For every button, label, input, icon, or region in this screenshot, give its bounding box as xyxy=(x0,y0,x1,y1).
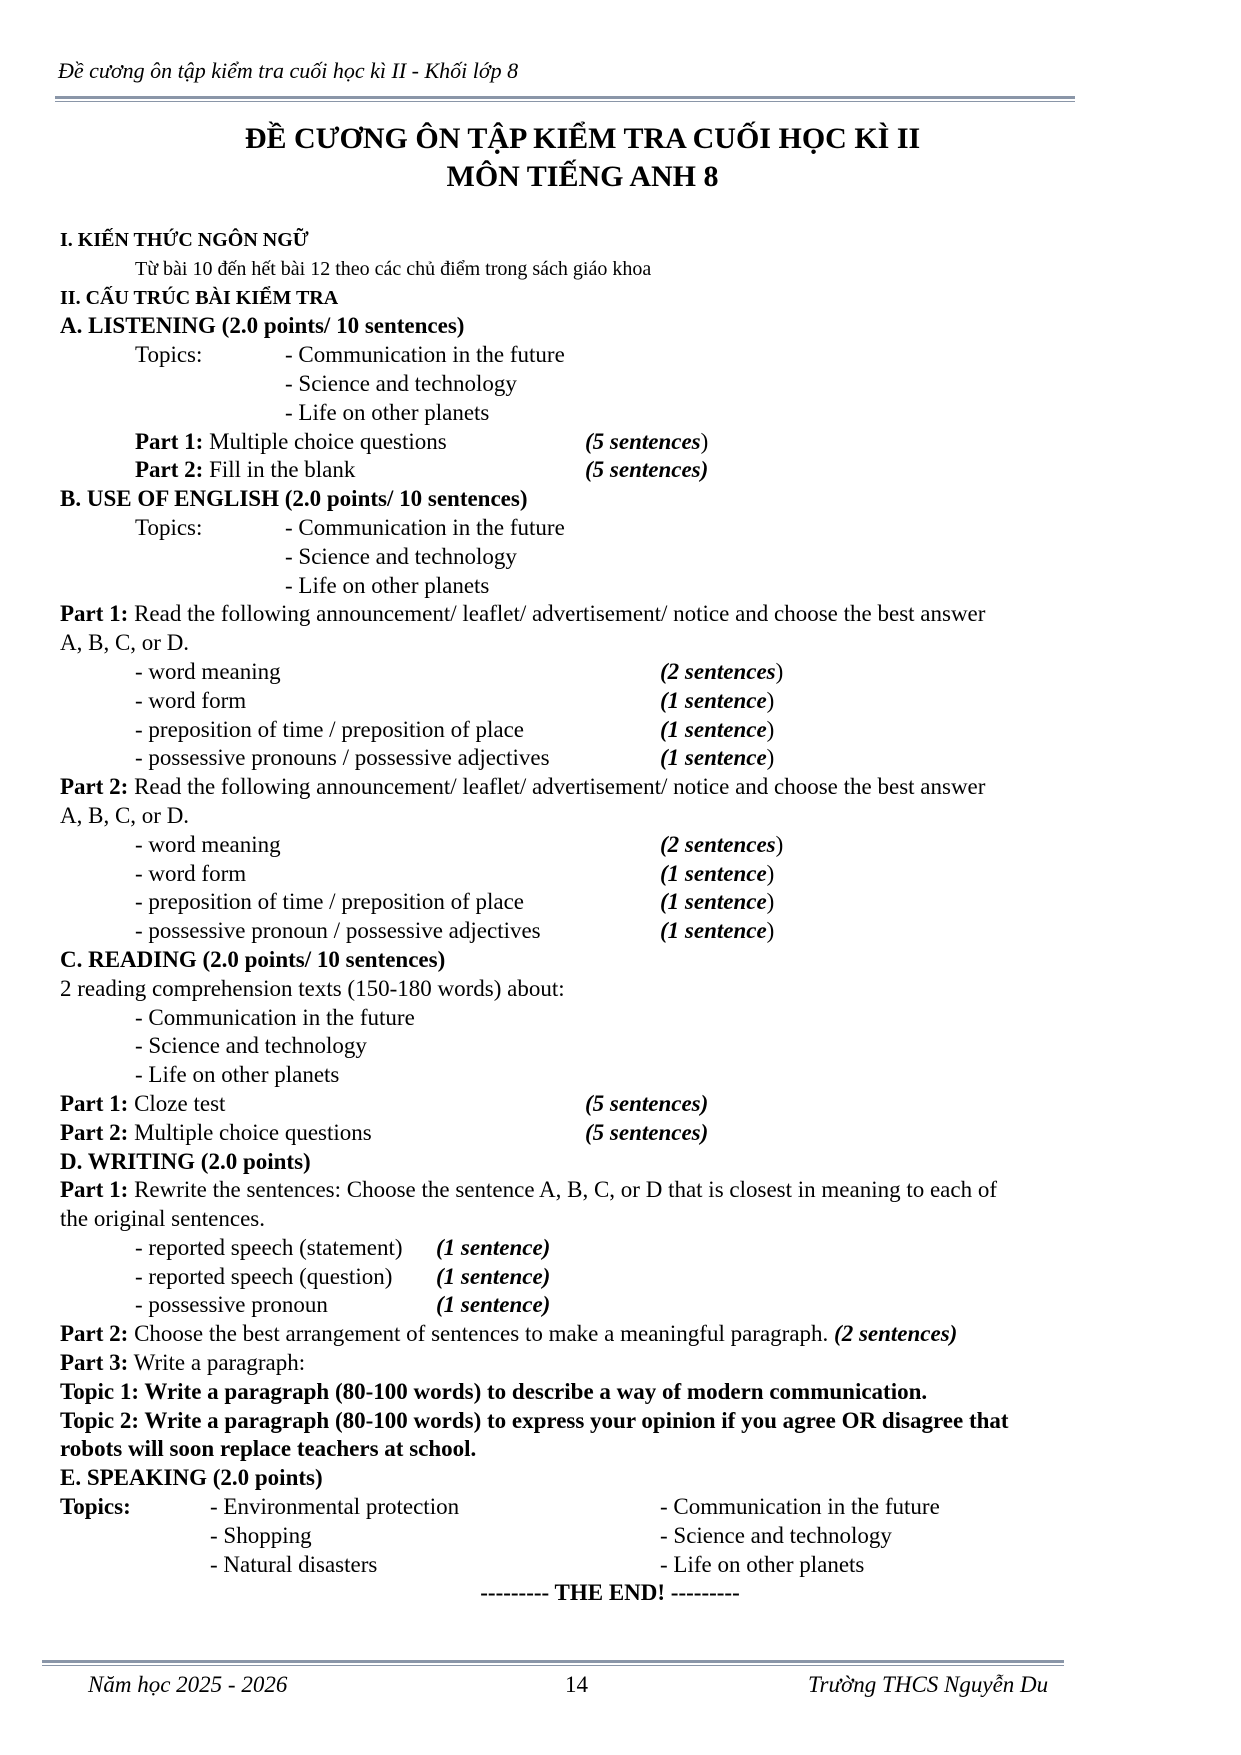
header-rule xyxy=(55,96,1075,99)
the-end-text: --------- THE END! --------- xyxy=(480,1580,740,1606)
content: I. KIẾN THỨC NGÔN NGỮ Từ bài 10 đến hết bài 12 theo các chủ điểm trong sách giáo khoa II. CẤU TRÚC BÀI KIỂM TRA A. LISTENING (2.0 points/ 10 sentences) Topics: - Communication in the future - Science and technology - Life on other planets Part 1: Multiple choice questions (5 sentences) Part 2: Fill in the blank (5 sentences) B. USE OF ENGLISH (2.0 points/ 10 sentences) Topics: - Communication in the future - Science and technology - Life on other planets Part 1: Read the following announcement/ leaflet/ advertisement/ notice and choose the best answer A, B, C, or D. - word meaning (2 sentences) - word form (1 sentence) - preposition of time / preposition of place (1 sentence) - possessive pronouns / possessive adjectives (1 sentence) Part 2: Read the following announcement/ leaflet/ advertisement/ notice and choose the best answer A, B, C, or D. - word meaning (2 sentences) - word form (1 sentence) - preposition of time / preposition of place (1 sentence) - possessive pronoun / possessive adjectives (1 sentence) C. READING (2.0 points/ 10 sentences) 2 reading comprehension texts (150-180 words) about: - Communication in the future - Science and technology - Life on other planets Part 1: Cloze test (5 sentences) Part 2: Multiple choice questions (5 sentences) D. WRITING (2.0 points) Part 1: Rewrite the sentences: Choose the sentence A, B, C, or D that is closest in meaning to each of the original sentences. - reported speech (statement) (1 sentence) - reported speech (question) (1 sentence) - possessive pronoun (1 sentence) Part 2: Choose the best arrangement of sentences to make a meaningful paragraph. (2 sentences) Part 3: Write a paragraph: Topic 1: Write a paragraph (80-100 words) to describe a way of modern communication. Topic 2: Write a paragraph (80-100 words) to express your opinion if you agree OR disagree that robots will soon replace teachers at school. E. SPEAKING (2.0 points) Topics: - Environmental protection - Communication in the future - Shopping - Science and technology - Natural disasters - Life on other planets --------- THE END! --------- xyxy=(60,226,1120,1608)
sentence-count: (1 sentence xyxy=(660,860,767,886)
sentence-count: (2 sentences) xyxy=(834,1321,958,1347)
writing-topic-2-cont: robots will soon replace teachers at school. xyxy=(60,1436,477,1462)
topic-item: - Life on other planets xyxy=(285,399,490,425)
topic-item: - Communication in the future xyxy=(285,342,565,368)
page-title-line2: MÔN TIẾNG ANH 8 xyxy=(446,160,719,193)
part-text: Fill in the blank xyxy=(209,457,356,483)
topic-item: - Science and technology xyxy=(135,1033,367,1059)
topic-item: - Science and technology xyxy=(660,1522,892,1548)
sentence-count: (1 sentence) xyxy=(436,1234,551,1260)
part-text: Read the following announcement/ leaflet/ advertisement/ notice and choose the best answer xyxy=(134,601,986,627)
topic-item: - Environmental protection xyxy=(210,1494,460,1520)
part-text: Choose the best arrangement of sentences to make a meaningful paragraph. xyxy=(134,1321,829,1347)
part-text: Multiple choice questions xyxy=(209,428,447,454)
footer-year: Năm học 2025 - 2026 xyxy=(88,1672,288,1697)
part-label: Part 2: xyxy=(60,774,129,800)
topic-item: - Shopping xyxy=(210,1522,312,1548)
item-label: - word form xyxy=(135,860,247,886)
part-text: Multiple choice questions xyxy=(134,1119,372,1145)
footer-school: Trường THCS Nguyễn Du xyxy=(808,1672,1049,1697)
item-label: - possessive pronoun xyxy=(135,1292,328,1318)
part-label: Part 3: xyxy=(60,1350,129,1376)
topic-item: - Communication in the future xyxy=(660,1494,940,1520)
part-text: Cloze test xyxy=(134,1090,226,1116)
topic-item: - Natural disasters xyxy=(210,1551,378,1577)
part-label: Part 2: xyxy=(135,457,204,483)
part-text: Read the following announcement/ leaflet/ advertisement/ notice and choose the best answer xyxy=(134,774,986,800)
section-heading: II. CẤU TRÚC BÀI KIỂM TRA xyxy=(60,286,339,309)
item-label: - reported speech (question) xyxy=(135,1263,393,1289)
sentence-count: (5 sentences) xyxy=(585,1090,709,1116)
sentence-count: (5 sentences xyxy=(585,428,701,454)
item-label: - possessive pronoun / possessive adjectives xyxy=(135,918,541,944)
speaking-heading: E. SPEAKING (2.0 points) xyxy=(60,1465,323,1491)
reading-heading: C. READING (2.0 points/ 10 sentences) xyxy=(60,946,446,972)
reading-intro: 2 reading comprehension texts (150-180 words) about: xyxy=(60,975,565,1001)
item-label: - word meaning xyxy=(135,658,281,684)
sentence-count: (5 sentences) xyxy=(585,1119,709,1145)
writing-topic-1: Topic 1: Write a paragraph (80-100 words) to describe a way of modern communication. xyxy=(60,1378,928,1404)
topic-item: - Life on other planets xyxy=(660,1551,865,1577)
topic-item: - Science and technology xyxy=(285,543,517,569)
sentence-count: (5 sentences) xyxy=(585,457,709,483)
sentence-count: (2 sentences xyxy=(660,831,776,857)
part-text-cont: A, B, C, or D. xyxy=(60,802,190,828)
sentence-count: (1 sentence xyxy=(660,918,767,944)
topic-item: - Communication in the future xyxy=(285,514,565,540)
item-label: - word form xyxy=(135,687,247,713)
topic-item: - Life on other planets xyxy=(285,572,490,598)
topic-item: - Science and technology xyxy=(285,370,517,396)
sentence-count: (1 sentence) xyxy=(436,1263,551,1289)
section-text: Từ bài 10 đến hết bài 12 theo các chủ điểm trong sách giáo khoa xyxy=(135,257,652,280)
use-of-english-heading: B. USE OF ENGLISH (2.0 points/ 10 sentences) xyxy=(60,486,528,512)
running-header: Đề cương ôn tập kiểm tra cuối học kì II - Khối lớp 8 xyxy=(58,58,519,83)
header-rule-thin xyxy=(55,101,1075,102)
part-label: Part 2: xyxy=(60,1321,129,1347)
item-label: - preposition of time / preposition of place xyxy=(135,716,524,742)
topic-item: - Life on other planets xyxy=(135,1062,340,1088)
part-text: Rewrite the sentences: Choose the sentence A, B, C, or D that is closest in meaning to each of xyxy=(134,1177,998,1203)
part-label: Part 1: xyxy=(60,1090,129,1116)
footer-rule-thin xyxy=(42,1665,1064,1666)
part-label: Part 2: xyxy=(60,1119,129,1145)
writing-topic-2: Topic 2: Write a paragraph (80-100 words) to express your opinion if you agree OR disagree that xyxy=(60,1407,1009,1433)
part-label: Part 1: xyxy=(60,601,129,627)
writing-heading: D. WRITING (2.0 points) xyxy=(60,1148,311,1174)
topics-label: Topics: xyxy=(135,342,203,368)
sentence-count: (1 sentence xyxy=(660,889,767,915)
part-label: Part 1: xyxy=(135,428,204,454)
footer-rule xyxy=(42,1660,1064,1663)
page-title-line1: ĐỀ CƯƠNG ÔN TẬP KIỂM TRA CUỐI HỌC KÌ II xyxy=(244,122,921,155)
topic-item: - Communication in the future xyxy=(135,1004,415,1030)
sentence-count: (1 sentence xyxy=(660,716,767,742)
item-label: - word meaning xyxy=(135,831,281,857)
item-label: - preposition of time / preposition of place xyxy=(135,889,524,915)
sentence-count: (2 sentences xyxy=(660,658,776,684)
page-number: 14 xyxy=(565,1672,588,1697)
sentence-count: (1 sentence xyxy=(660,687,767,713)
listening-heading: A. LISTENING (2.0 points/ 10 sentences) xyxy=(60,313,465,339)
part-label: Part 1: xyxy=(60,1177,129,1203)
section-heading: I. KIẾN THỨC NGÔN NGỮ xyxy=(60,229,309,251)
part-text-cont: the original sentences. xyxy=(60,1206,266,1232)
topics-label: Topics: xyxy=(135,514,203,540)
item-label: - reported speech (statement) xyxy=(135,1234,403,1260)
item-label: - possessive pronouns / possessive adjectives xyxy=(135,745,550,771)
topics-label: Topics: xyxy=(60,1494,131,1520)
sentence-count: (1 sentence xyxy=(660,745,767,771)
sentence-count: (1 sentence) xyxy=(436,1292,551,1318)
part-text-cont: A, B, C, or D. xyxy=(60,630,190,656)
part-text: Write a paragraph: xyxy=(133,1350,306,1376)
